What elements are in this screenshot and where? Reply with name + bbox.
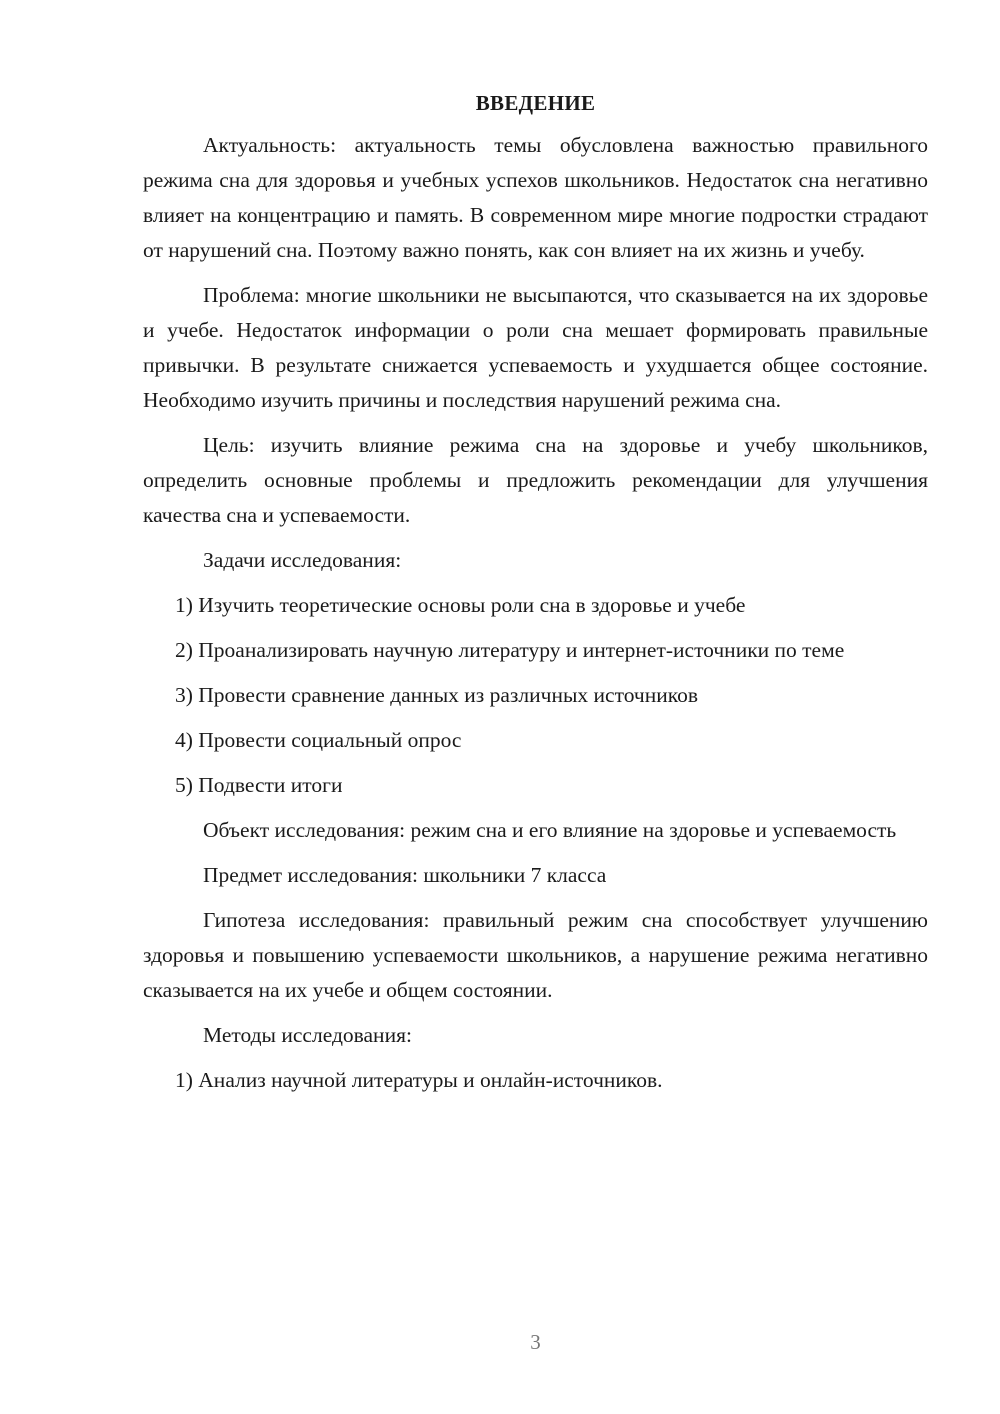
task-item: 4) Провести социальный опрос (175, 728, 462, 752)
paragraph-problem: Проблема: многие школьники не высыпаются, что сказывается на их здоровье и учебе. Недостаток информации о роли сна мешает формировать правильные привычки. В результате снижается успеваемость и ухудшается общее состояние. Необходимо изучить причины и последствия нарушений режима сна. (143, 283, 928, 412)
task-item: 2) Проанализировать научную литературу и интернет-источники по теме (175, 638, 845, 662)
task-item: 5) Подвести итоги (175, 773, 343, 797)
paragraph-subject: Предмет исследования: школьники 7 класса (203, 863, 607, 887)
tasks-heading: Задачи исследования: (203, 548, 402, 572)
task-item: 3) Провести сравнение данных из различных источников (175, 683, 698, 707)
page-number: 3 (530, 1330, 541, 1354)
methods-heading: Методы исследования: (203, 1023, 412, 1047)
paragraph-hypothesis: Гипотеза исследования: правильный режим сна способствует улучшению здоровья и повышению успеваемости школьников, а нарушение режима негативно сказывается на их учебе и общем состоянии. (143, 908, 928, 1002)
paragraph-goal: Цель: изучить влияние режима сна на здоровье и учебу школьников, определить основные проблемы и предложить рекомендации для улучшения качества сна и успеваемости. (143, 433, 928, 527)
task-item: 1) Изучить теоретические основы роли сна в здоровье и учебе (175, 593, 746, 617)
page-title: ВВЕДЕНИЕ (475, 91, 596, 115)
paragraph-relevance: Актуальность: актуальность темы обусловлена важностью правильного режима сна для здоровья и учебных успехов школьников. Недостаток сна негативно влияет на концентрацию и память. В современном мире многие подростки страдают от нарушений сна. Поэтому важно понять, как сон влияет на их жизнь и учебу. (143, 133, 928, 262)
paragraph-object: Объект исследования: режим сна и его влияние на здоровье и успеваемость (203, 818, 897, 842)
method-item: 1) Анализ научной литературы и онлайн-источников. (175, 1068, 663, 1092)
